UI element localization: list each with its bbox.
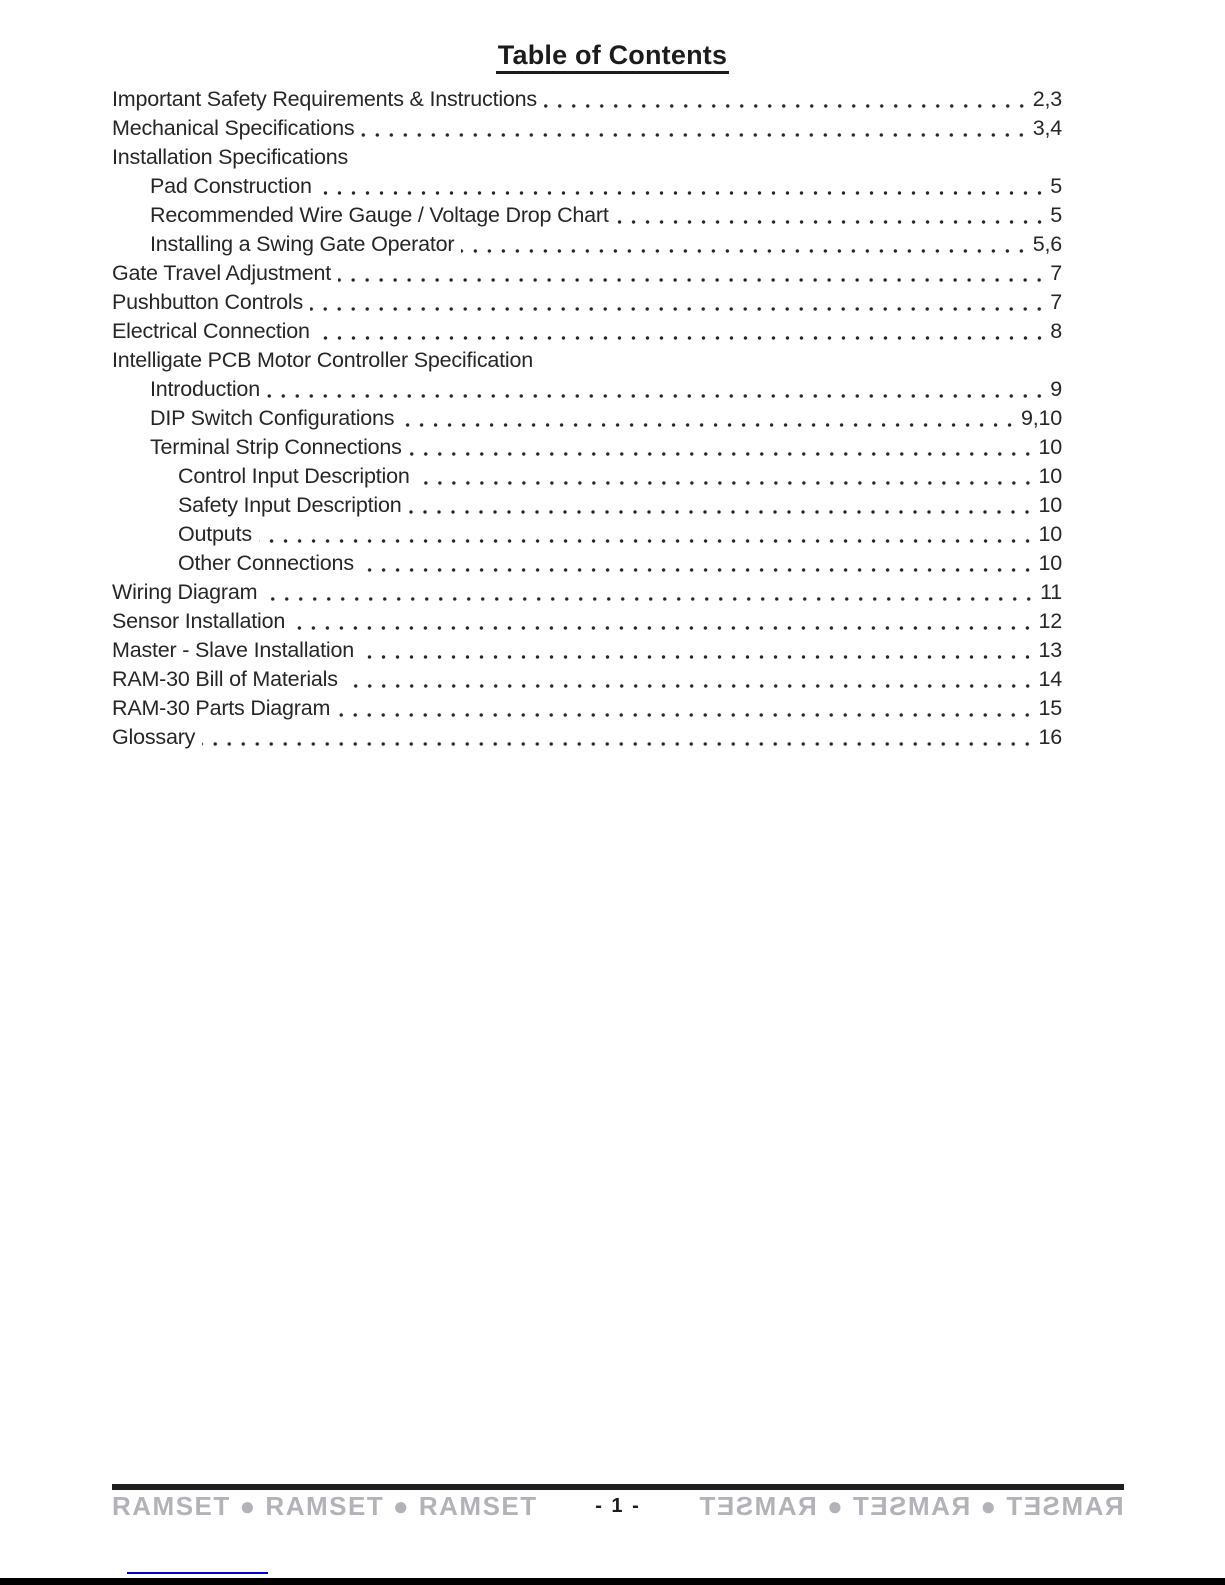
toc-entry-page: 10 bbox=[1038, 493, 1062, 517]
dot-leader bbox=[461, 248, 1028, 254]
toc-entry bbox=[112, 665, 1062, 694]
dot-leader bbox=[310, 306, 1046, 312]
dot-leader bbox=[361, 567, 1035, 573]
footer-divider bbox=[112, 1484, 1124, 1490]
toc-entry-label: Pushbutton Controls bbox=[112, 290, 304, 314]
toc-entry-page: 15 bbox=[1038, 696, 1062, 720]
toc-entry bbox=[112, 549, 1062, 578]
dot-leader bbox=[338, 277, 1046, 283]
dot-leader bbox=[417, 480, 1035, 486]
toc-entry bbox=[112, 143, 1062, 172]
toc-entry-page: 10 bbox=[1038, 551, 1062, 575]
table-of-contents bbox=[112, 85, 1062, 752]
toc-entry bbox=[112, 114, 1062, 143]
dot-leader bbox=[267, 393, 1046, 399]
toc-entry-page: 11 bbox=[1040, 580, 1062, 604]
toc-entry-label: DIP Switch Configurations bbox=[150, 406, 395, 430]
toc-entry-page: 7 bbox=[1050, 290, 1062, 314]
toc-entry bbox=[112, 578, 1062, 607]
dot-leader bbox=[409, 451, 1035, 457]
toc-entry-page: 2,3 bbox=[1032, 87, 1062, 111]
dot-leader bbox=[345, 683, 1035, 689]
dot-leader bbox=[361, 654, 1035, 660]
dot-leader bbox=[337, 712, 1034, 718]
page-title-text: Table of Contents bbox=[496, 40, 729, 74]
toc-entry bbox=[112, 491, 1062, 520]
toc-entry-page: 10 bbox=[1038, 435, 1062, 459]
toc-entry-page: 10 bbox=[1038, 522, 1062, 546]
dot-leader bbox=[408, 509, 1034, 515]
toc-entry-label: Recommended Wire Gauge / Voltage Drop Chart bbox=[150, 203, 609, 227]
toc-entry bbox=[112, 462, 1062, 491]
dot-leader bbox=[361, 132, 1028, 138]
dot-leader bbox=[544, 103, 1029, 109]
toc-entry-page: 9,10 bbox=[1020, 406, 1062, 430]
toc-entry-label: Outputs bbox=[178, 522, 252, 546]
toc-entry-page: 13 bbox=[1038, 638, 1062, 662]
dot-leader bbox=[319, 190, 1047, 196]
dot-leader bbox=[264, 596, 1036, 602]
toc-entry-page: 14 bbox=[1038, 667, 1062, 691]
toc-entry-label: Introduction bbox=[150, 377, 260, 401]
toc-entry-label: RAM-30 Parts Diagram bbox=[112, 696, 331, 720]
dot-leader bbox=[317, 335, 1046, 341]
toc-entry-page: 3,4 bbox=[1032, 116, 1062, 140]
toc-entry-label: Gate Travel Adjustment bbox=[112, 261, 332, 285]
toc-entry-page: 7 bbox=[1050, 261, 1062, 285]
dot-leader bbox=[292, 625, 1034, 631]
toc-entry-page: 16 bbox=[1038, 725, 1062, 749]
page-title bbox=[0, 40, 1225, 71]
link-underline-mark[interactable] bbox=[127, 1572, 268, 1574]
toc-entry bbox=[112, 607, 1062, 636]
toc-entry-label: Installation Specifications bbox=[112, 145, 349, 169]
footer-brand-mirrored: RAMSET ● RAMSET ● RAMSET bbox=[698, 1491, 1124, 1521]
page-number: - 1 - bbox=[595, 1495, 641, 1517]
toc-entry bbox=[112, 723, 1062, 752]
dot-leader bbox=[202, 741, 1034, 747]
toc-entry bbox=[112, 346, 1062, 375]
toc-entry bbox=[112, 259, 1062, 288]
toc-entry-label: Mechanical Specifications bbox=[112, 116, 355, 140]
toc-entry bbox=[112, 317, 1062, 346]
toc-entry-label: Installing a Swing Gate Operator bbox=[150, 232, 455, 256]
toc-entry-page: 5,6 bbox=[1032, 232, 1062, 256]
toc-entry-label: Terminal Strip Connections bbox=[150, 435, 402, 459]
toc-entry bbox=[112, 433, 1062, 462]
toc-entry-label: Master - Slave Installation bbox=[112, 638, 354, 662]
toc-entry-page: 5 bbox=[1050, 174, 1062, 198]
dot-leader bbox=[401, 422, 1017, 428]
toc-entry bbox=[112, 201, 1062, 230]
toc-entry bbox=[112, 694, 1062, 723]
toc-entry-label: Control Input Description bbox=[178, 464, 410, 488]
toc-entry bbox=[112, 85, 1062, 114]
toc-entry-label: Safety Input Description bbox=[178, 493, 402, 517]
toc-entry bbox=[112, 375, 1062, 404]
toc-entry-page: 12 bbox=[1038, 609, 1062, 633]
toc-entry-page: 9 bbox=[1050, 377, 1062, 401]
toc-entry bbox=[112, 288, 1062, 317]
toc-entry-page: 8 bbox=[1050, 319, 1062, 343]
toc-entry-label: Sensor Installation bbox=[112, 609, 286, 633]
toc-entry-page: 10 bbox=[1038, 464, 1062, 488]
dot-leader bbox=[540, 364, 1058, 370]
toc-entry-label: Important Safety Requirements & Instructions bbox=[112, 87, 537, 111]
toc-entry bbox=[112, 230, 1062, 259]
toc-entry-label: Other Connections bbox=[178, 551, 354, 575]
footer-brand-left: RAMSET ● RAMSET ● RAMSET bbox=[112, 1491, 538, 1521]
toc-entry-label: Wiring Diagram bbox=[112, 580, 258, 604]
dot-leader bbox=[616, 219, 1047, 225]
page-edge-bar bbox=[0, 1578, 1225, 1585]
toc-entry-label: Intelligate PCB Motor Controller Specification bbox=[112, 348, 533, 372]
dot-leader bbox=[355, 161, 1058, 167]
toc-entry-label: Glossary bbox=[112, 725, 196, 749]
toc-entry-page: 5 bbox=[1050, 203, 1062, 227]
toc-entry bbox=[112, 636, 1062, 665]
dot-leader bbox=[259, 538, 1035, 544]
toc-entry bbox=[112, 404, 1062, 433]
toc-entry bbox=[112, 520, 1062, 549]
toc-entry-label: Electrical Connection bbox=[112, 319, 310, 343]
toc-entry-label: RAM-30 Bill of Materials bbox=[112, 667, 338, 691]
page-footer bbox=[112, 1493, 1124, 1519]
toc-entry bbox=[112, 172, 1062, 201]
toc-entry-label: Pad Construction bbox=[150, 174, 312, 198]
